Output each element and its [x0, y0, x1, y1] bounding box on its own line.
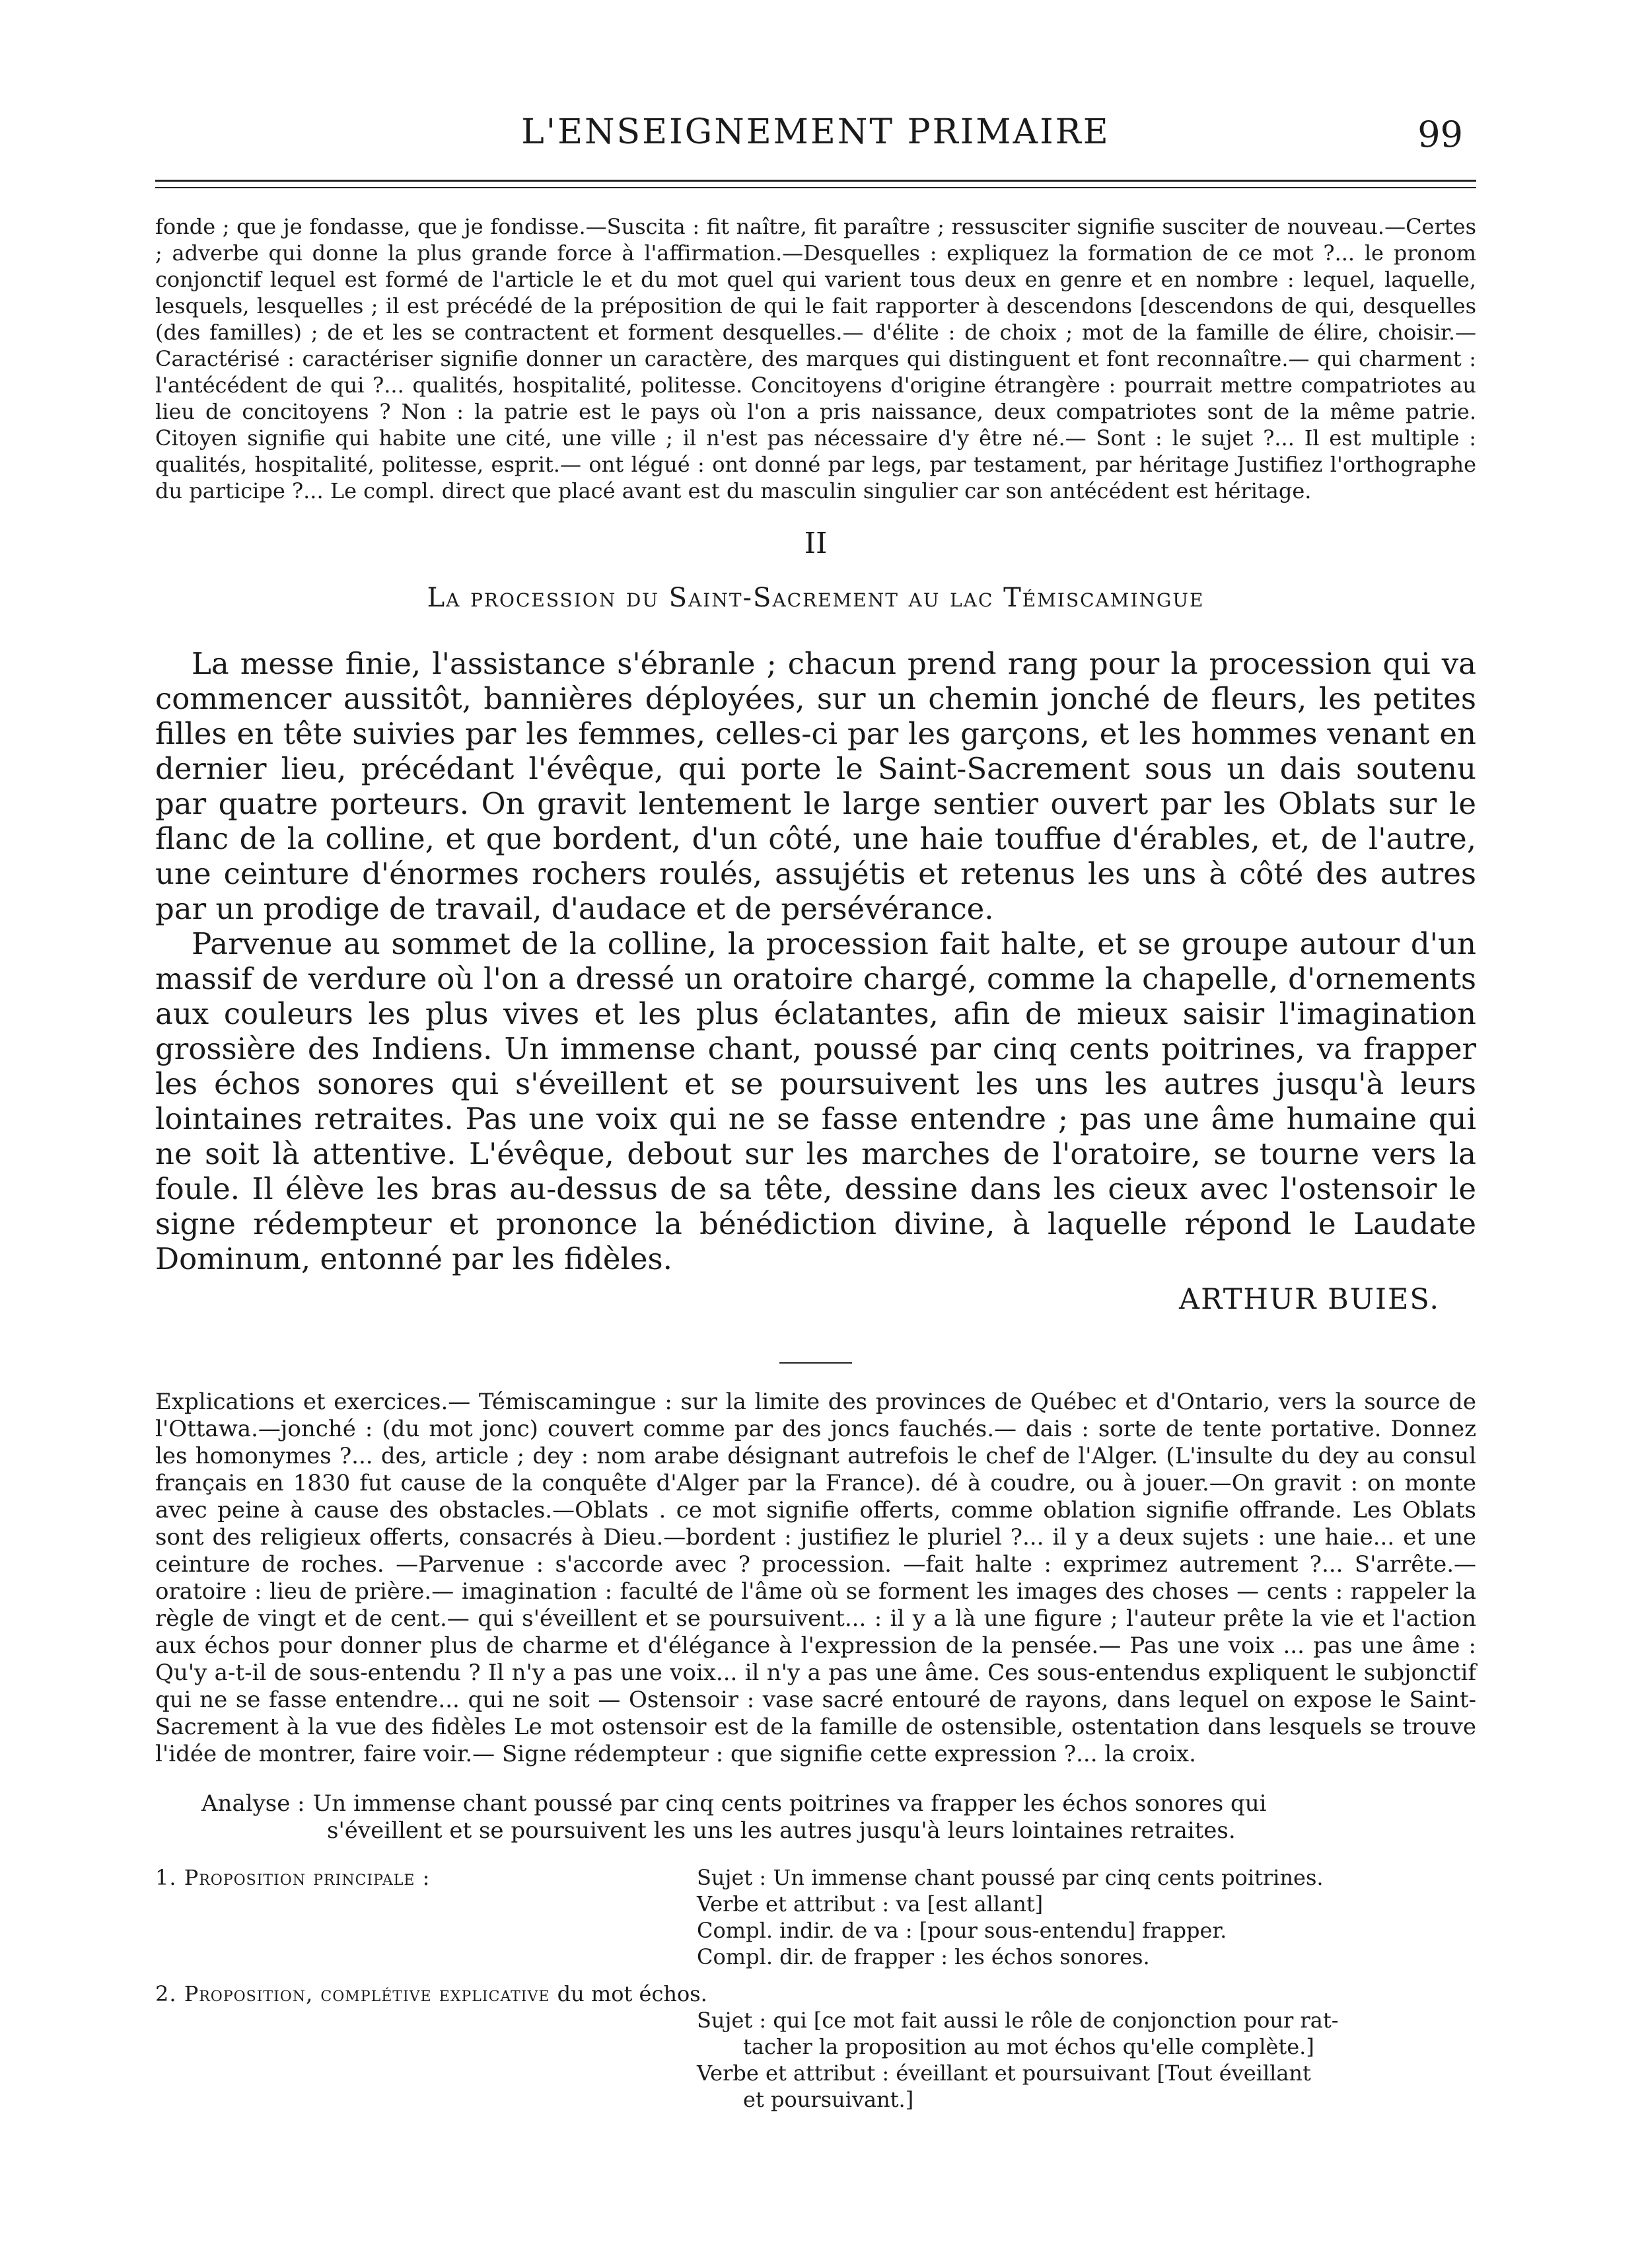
propositions — [155, 1864, 1476, 2113]
p2-verbe-1: Verbe et attribut : éveillant et poursuivant [Tout éveillant — [697, 2061, 1311, 2086]
p2-sujet-2: tacher la proposition au mot échos qu'elle complète.] — [743, 2034, 1314, 2059]
continuation-paragraph: fonde ; que je fondasse, que je fondisse.—Suscita : fit naître, fit paraître ; ressusciter signifie susciter de nouveau.—Certes ; adverbe qui donne la plus grande force à l'affirmation.—Desquelles : expliquez la formation de ce mot ?... le pronom conjonctif lequel est formé de l'article le et du mot quel qui varient tous deux en genre et en nombre : lequel, laquelle, lesquels, lesquelles ; il est précédé de la préposition de qui le fait rapporter à descendons [descendons de qui, desquelles (des familles) ; de et les se contractent et forment desquelles.— d'élite : de choix ; mot de la famille de élire, choisir.— Caractérisé : caractériser signifie donner un caractère, des marques qui distinguent et font reconnaître.— qui charment : l'antécédent de qui ?... qualités, hospitalité, politesse. Concitoyens d'origine étrangère : pourrait mettre compatriotes au lieu de concitoyens ? Non : la patrie est le pays où l'on a pris naissance, deux compatriotes sont de la même patrie. Citoyen signifie qui habite une cité, une ville ; il n'est pas nécessaire d'y être né.— Sont : le sujet ?... Il est multiple : qualités, hospitalité, politesse, esprit.— ont légué : ont donné par legs, par testament, par héritage Justifiez l'orthographe du participe ?... Le compl. direct que placé avant est du masculin singulier car son antécédent est héritage. — [155, 214, 1476, 503]
proposition-2-label: 2. Proposition, complétive explicative — [155, 1981, 550, 2006]
page-number: 99 — [1417, 114, 1463, 155]
analyse-line-1: Un immense chant poussé par cinq cents poitrines va frapper les échos sonores qui — [312, 1790, 1267, 1817]
section-number: II — [804, 527, 828, 560]
p1-verbe: Verbe et attribut : va [est allant] — [697, 1891, 1044, 1917]
analyse-block — [155, 1790, 1476, 1845]
author-signature: ARTHUR BUIES. — [1179, 1283, 1440, 1316]
section-title: La procession du Saint-Sacrement au lac Témiscamingue — [427, 583, 1205, 613]
header-rule — [155, 180, 1476, 182]
main-paragraph-1: La messe finie, l'assistance s'ébranle ; chacun prend rang pour la procession qui va commencer aussitôt, bannières déployées, sur un chemin jonché de fleurs, les petites filles en tête suivies par les femmes, celles-ci par les garçons, et les hommes venant en dernier lieu, précédant l'évêque, qui porte le Saint-Sacrement sous un dais soutenu par quatre porteurs. On gravit lentement le large sentier ouvert par les Oblats sur le flanc de la colline, et que bordent, d'un côté, une haie touffue d'érables, et, de l'autre, une ceinture d'énormes rochers roulés, assujétis et retenus les uns à côté des autres par un prodige de travail, d'audace et de persévérance. — [155, 646, 1476, 926]
separator-rule — [779, 1362, 852, 1364]
main-paragraph-2: Parvenue au sommet de la colline, la procession fait halte, et se groupe autour d'un massif de verdure où l'on a dressé un oratoire chargé, comme la chapelle, d'ornements aux couleurs les plus vives et les plus éclatantes, afin de mieux saisir l'imagination grossière des Indiens. Un immense chant, poussé par cinq cents poitrines, va frapper les échos sonores qui s'éveillent et se poursuivent les uns les autres jusqu'à leurs lointaines retraites. Pas une voix qui ne se fasse entendre ; pas une âme humaine qui ne soit là attentive. L'évêque, debout sur les marches de l'oratoire, se tourne vers la foule. Il élève les bras au-dessus de sa tête, dessine dans les cieux avec l'ostensoir le signe rédempteur et prononce la bénédiction divine, à laquelle répond le Laudate Dominum, entonné par les fidèles. — [155, 926, 1476, 1276]
proposition-1-label: 1. Proposition principale : — [155, 1865, 431, 1890]
analyse-label: Analyse : — [201, 1790, 305, 1817]
analyse-line-2: s'éveillent et se poursuivent les uns les autres jusqu'à leurs lointaines retraites. — [327, 1817, 1236, 1844]
page — [155, 99, 1476, 2113]
proposition-2-heading — [155, 1981, 1476, 2007]
page-header — [155, 99, 1476, 172]
p2-verbe-2: et poursuivant.] — [743, 2087, 914, 2112]
proposition-1-details — [697, 1864, 1476, 1970]
proposition-2-label-tail: du mot échos. — [557, 1981, 707, 2006]
main-text — [155, 646, 1476, 1276]
running-title: L'ENSEIGNEMENT PRIMAIRE — [521, 112, 1110, 152]
p1-compl-dir: Compl. dir. de frapper : les échos sonores. — [697, 1944, 1150, 1969]
p2-sujet-1: Sujet : qui [ce mot fait aussi le rôle de conjonction pour rat- — [697, 2008, 1339, 2033]
proposition-1 — [155, 1864, 1476, 1970]
p1-compl-indir: Compl. indir. de va : [pour sous-entendu] frapper. — [697, 1918, 1227, 1943]
explications-paragraph: Explications et exercices.— Témiscamingue : sur la limite des provinces de Québec et d'Ontario, vers la source de l'Ottawa.—jonché : (du mot jonc) couvert comme par des joncs fauchés.— dais : sorte de tente portative. Donnez les homonymes ?... des, article ; dey : nom arabe désignant autrefois le chef de l'Alger. (L'insulte du dey au consul français en 1830 fut cause de la conquête d'Alger par la France). dé à coudre, ou à jouer.—On gravit : on monte avec peine à cause des obstacles.—Oblats . ce mot signifie offerts, comme oblation signifie offrande. Les Oblats sont des religieux offerts, consacrés à Dieu.—bordent : justifiez le pluriel ?... il y a deux sujets : une haie... et une ceinture de roches. —Parvenue : s'accorde avec ? procession. —fait halte : exprimez autrement ?... S'arrête.— oratoire : lieu de prière.— imagination : faculté de l'âme où se forment les images des choses — cents : rappeler la règle de vingt et de cent.— qui s'éveillent et se poursuivent... : il y a là une figure ; l'auteur prête la vie et l'action aux échos pour donner plus de charme et d'élégance à l'expression de la pensée.— Pas une voix ... pas une âme : Qu'y a-t-il de sous-entendu ? Il n'y a pas une voix... il n'y a pas une âme. Ces sous-entendus expliquent le subjonctif qui ne se fasse entendre... qui ne soit — Ostensoir : vase sacré entouré de rayons, dans lequel on expose le Saint-Sacrement à la vue des fidèles Le mot ostensoir est de la famille de ostensible, ostentation dans lesquels se trouve l'idée de montrer, faire voir.— Signe rédempteur : que signifie cette expression ?... la croix. — [155, 1389, 1476, 1767]
header-rule-thin — [155, 187, 1476, 188]
p1-sujet: Sujet : Un immense chant poussé par cinq cents poitrines. — [697, 1865, 1324, 1890]
